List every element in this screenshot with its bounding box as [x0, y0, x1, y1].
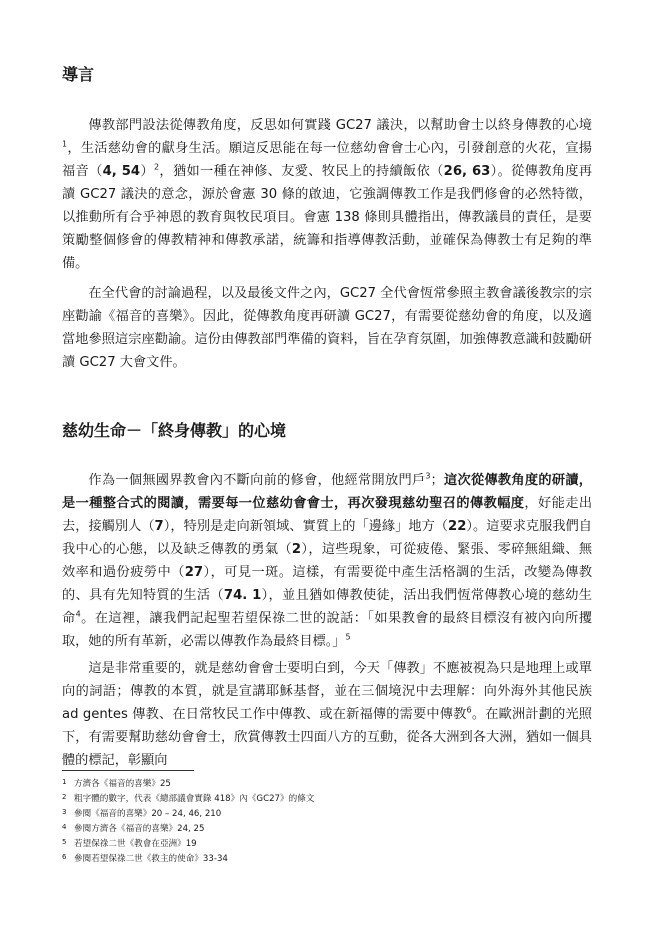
section-title-salesian-life: 慈幼生命－「終身傳教」的心境 — [62, 421, 287, 440]
text-run: ，生活慈幼會的獻身生活。願這反思能在每一位慈幼會會士心內，引發創意的火花，宣揚福音（ — [62, 141, 592, 179]
emphasized-text: 這次從傳教角度的研讀，是一種整合式的閱讀，需要每一位慈幼會會士，再次發現慈幼聖召的傳教幅度 — [62, 473, 592, 511]
article-reference: 27 — [184, 565, 204, 580]
footnote-item — [62, 806, 592, 821]
article-reference: 7 — [154, 519, 164, 534]
footnote-item — [62, 776, 592, 791]
article-reference: 22 — [448, 519, 467, 534]
footnote-number: 3 — [62, 808, 67, 816]
text-run: ），這些現象，可從疲倦、緊張、零碎無組織、無效率和過份疲勞中（ — [62, 542, 593, 580]
footnote-number: 6 — [62, 853, 67, 861]
footnote-marker-1[interactable]: 1 — [62, 139, 68, 149]
footnote-marker-2[interactable]: 2 — [153, 162, 160, 172]
text-run: ，猶如一種在神修、友愛、牧民上的持續飯依（ — [159, 164, 444, 179]
text-run: ） — [140, 164, 154, 179]
footnote-text: 參閱若望保祿二世《救主的使命》33-34 — [74, 854, 228, 864]
footnote-marker-6[interactable]: 6 — [466, 705, 472, 715]
article-reference: 2 — [291, 542, 302, 557]
footnote-text: 參閱《福音的喜樂》20 – 24, 46, 210 — [74, 809, 222, 819]
footnote-text: 參閱方濟各《福音的喜樂》24, 25 — [74, 824, 205, 834]
text-run: ），並且猶如傳教使徒，活出我們恆常傳教心境的慈幼生命 — [62, 588, 592, 626]
footnote-marker-4[interactable]: 4 — [75, 609, 81, 619]
footnote-marker-3[interactable]: 3 — [425, 471, 431, 481]
text-run: 傳教部門設法從傳教角度，反思如何實踐 GC27 議決，以幫助會士以終身傳教的心境 — [88, 118, 592, 133]
text-run: 作為一個無國界教會內不斷向前的修會，他經常開放門戶 — [88, 473, 426, 488]
intro-paragraph-1 — [62, 114, 592, 275]
footnote-marker-5[interactable]: 5 — [345, 632, 351, 642]
text-run: 這是非常重要的，就是慈幼會會士要明白到，今天「傳教」不應被視為只是地理上或單向的詞語；傳教的本質，就是宣講耶穌基督，並在三個境況中去理解：向外海外其他民族 ad gentes 傳教、在日常牧民工作中傳教、或在新福傳的需要中傳教 — [62, 661, 592, 722]
text-run: ； — [430, 473, 444, 488]
footnote-number: 4 — [62, 823, 67, 831]
footnote-text: 粗字體的數字，代表《總部議會實錄 418》內《GC27》的條文 — [74, 794, 315, 804]
footnote-text: 若望保祿二世《教會在亞洲》19 — [74, 839, 197, 849]
article-reference: 74. 1 — [223, 588, 262, 603]
text-run: ，好能走出去，接觸別人（ — [62, 496, 593, 534]
footnote-number: 1 — [62, 778, 67, 786]
salesian-paragraph-2 — [62, 657, 592, 772]
text-run: ）。這要求克服我們自我中心的心態，以及缺乏傳教的勇氣（ — [62, 519, 592, 557]
text-run: 。在歐洲計劃的光照下，有需要幫助慈幼會會士，欣賞傳教士四面八方的互動，從各大洲到各大洲，猶如一個具體的標記，彰顯向 — [62, 707, 592, 768]
section-title-introduction: 導言 — [62, 65, 95, 84]
footnote-text: 方濟各《福音的喜樂》25 — [74, 779, 171, 789]
footnote-item — [62, 836, 592, 851]
text-run: ）。從傳教角度再讀 GC27 議決的意念，源於會憲 30 條的啟迪，它強調傳教工作是我們修會的必然特徵，以推動所有合乎神恩的教育與牧民項目。會憲 138 條則具體指出，傳教議員的責任，是要策勵整個修會的傳教精神和傳教承諾，統籌和指導傳教活動，並確保為傳教士有足夠的準備。 — [62, 164, 593, 271]
article-reference: 26, 63 — [443, 164, 491, 179]
footnote-item — [62, 821, 592, 836]
text-run: ），可見一斑。這樣，有需要從中產生活格調的生活，改變為傳教的、具有先知特質的生活（ — [62, 565, 593, 603]
text-run: ），特別是走向新領域、實質上的「邊緣」地方（ — [163, 519, 449, 534]
article-reference: 4, 54 — [102, 164, 141, 179]
footnote-item — [62, 851, 592, 866]
footnote-number: 5 — [62, 838, 67, 846]
footnote-divider — [62, 770, 194, 771]
footnote-number: 2 — [62, 793, 67, 801]
text-run: 。在這裡，讓我們記起聖若望保祿二世的說話：「如果教會的最終目標沒有被內向所攫取，她的所有革新，必需以傳教作為最終目標。」 — [62, 611, 593, 649]
footnotes-list — [62, 776, 592, 866]
intro-paragraph-2: 在全代會的討論過程，以及最後文件之內，GC27 全代會恆常參照主教會議後教宗的宗座勸諭《福音的喜樂》。因此，從傳教角度再研讀 GC27，有需要從慈幼會的角度，以及適當地參照這宗座勸諭。這份由傳教部門準備的資料，旨在孕育氛圍，加強傳教意識和鼓勵研讀 GC27 大會文件。 — [62, 286, 592, 370]
salesian-paragraph-1 — [62, 469, 592, 653]
footnote-item — [62, 791, 592, 806]
